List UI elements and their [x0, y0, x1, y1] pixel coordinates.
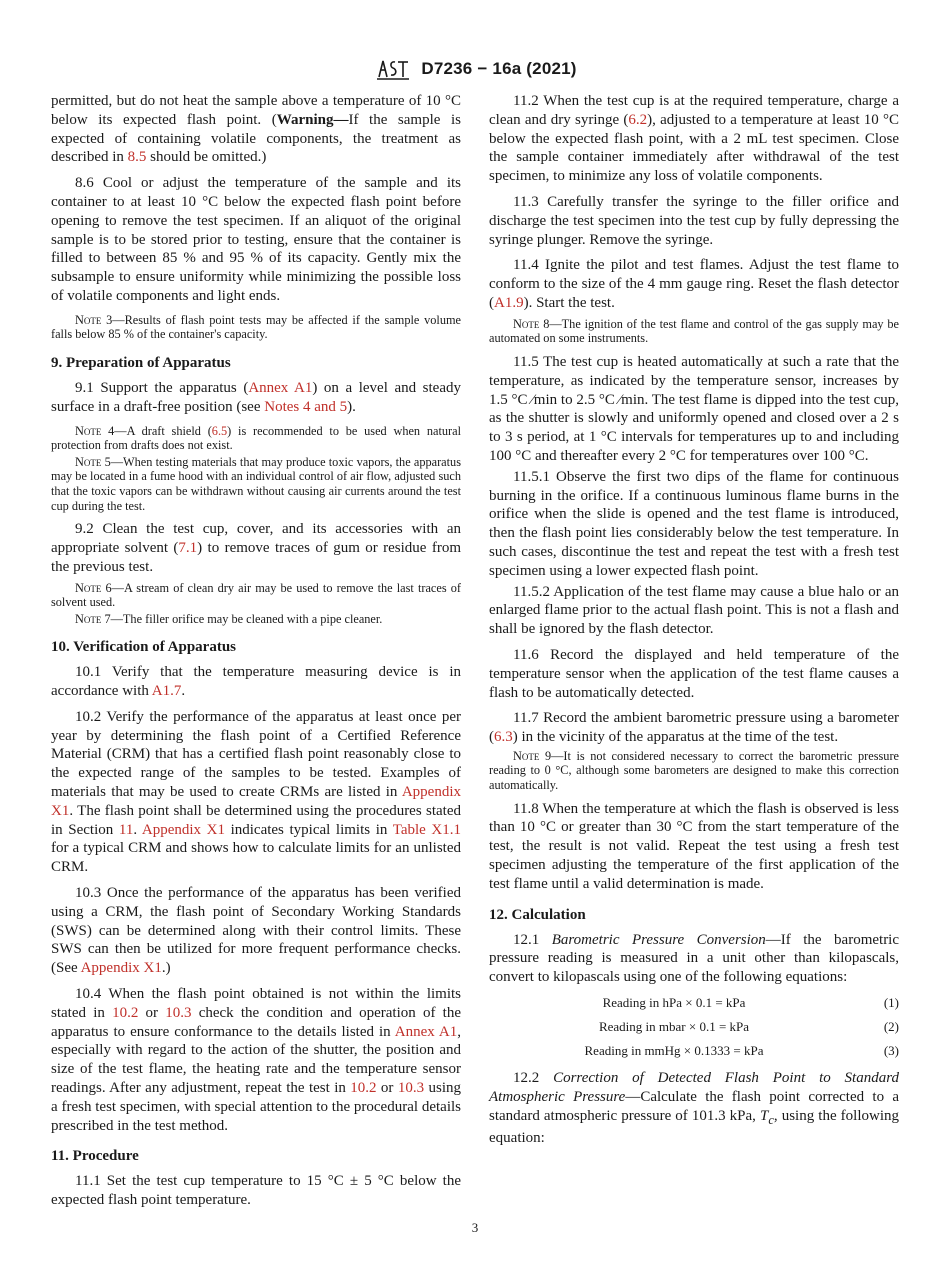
paragraph-11-1: 11.1 Set the test cup temperature to 15 °C ± 5 °C below the expected flash point temperature. [51, 1173, 461, 1209]
link-a1-9[interactable]: A1.9 [494, 294, 524, 311]
equation-3 [489, 1039, 899, 1063]
link-appendix-x1[interactable]: Appendix X1 [51, 784, 461, 819]
paragraph-10-3: 10.3 Once the performance of the apparatus has been verified using a CRM, the flash point of Secondary Working Standards (SWS) can be determined along with their control limits. These SWS can then be utilized for more frequent performance checks. (See Appendix X1.) [51, 885, 461, 977]
left-column [51, 92, 461, 1217]
paragraph-11-3: 11.3 Carefully transfer the syringe to the filler orifice and discharge the test specimen into the test cup by fully depressing the syringe plunger. Remove the syringe. [489, 193, 899, 248]
link-section-11[interactable]: 11 [118, 821, 134, 838]
standard-designation: D7236 − 16a (2021) [421, 59, 577, 78]
paragraph-12-1: 12.1 Barometric Pressure Conversion—If the barometric pressure reading is measured in a unit other than kilopascals, convert to kilopascals using one of the following equations: [489, 931, 900, 986]
link-6-3[interactable]: 6.3 [494, 729, 513, 746]
equation-2 [489, 1015, 899, 1039]
note-9: Note 9—It is not considered necessary to correct the barometric pressure reading to 0 °C, although some barometers are designed to make this correction automatically. [489, 748, 899, 793]
equation-number: (3) [883, 1043, 899, 1059]
paragraph-10-2: 10.2 Verify the performance of the apparatus at least once per year by determining the flash point of a Certified Reference Material (CRM) that has a certified flash point reasonably close to the expected range of the samples to be tested. Examples of materials that may be used to create CRMs are listed in Appendix X1. The flash point shall be determined using the procedures stated in Section 11. Appendix X1 indicates typical limits in Table X1.1 for a typical CRM and shows how to calculate limits for an unlisted CRM. [51, 708, 461, 876]
paragraph-8-5-continued: permitted, but do not heat the sample above a temperature of 10 °C below its expected flash point. (Warning—If the sample is expected of containing volatile components, the treatment as described in 8.5 should be omitted.) [51, 93, 461, 166]
paragraph-11-6: 11.6 Record the displayed and held temperature of the temperature sensor when the application of the test flame causes a flash to be automatically detected. [489, 646, 899, 701]
page-header [0, 54, 950, 84]
paragraph-10-1: 10.1 Verify that the temperature measuring device is in accordance with A1.7. [51, 664, 461, 700]
link-appendix-x1[interactable]: Appendix X1 [141, 821, 225, 838]
equation-body: Reading in hPa × 0.1 = kPa [602, 995, 746, 1011]
link-7-1[interactable]: 7.1 [178, 539, 198, 556]
paragraph-11-8: 11.8 When the temperature at which the flash is observed is less than 10 °C or greater than 30 °C from the start temperature of the test, the result is not valid. Repeat the test using a fresh test specimen adjusting the temperature of the first application of the test flame until a valid determination is made. [489, 800, 899, 892]
paragraph-12-2: 12.2 Correction of Detected Flash Point to Standard Atmospheric Pressure—Calculate the flash point corrected to a standard atmospheric pressure of 101.3 kPa, $T_c$, using the following equation: [489, 1070, 899, 1147]
link-6-2[interactable]: 6.2 [628, 111, 648, 128]
paragraph-11-5: 11.5 The test cup is heated automatically at such a rate that the temperature, as indicated by the temperature sensor, increases by 1.5 °C ⁄min to 2.5 °C ⁄min. The test flame is dipped into the test cup, as the shutter is slowly and uniformly opened and closed over a 2 s to 3 s period, at 1 °C intervals for temperatures up to and including 100 °C and thereafter every 2 °C for temperatures over 100 °C. [489, 353, 899, 464]
equation-number: (2) [883, 1019, 899, 1035]
paragraph-11-5-1: 11.5.1 Observe the first two dips of the flame for continuous burning in the orifice. If a continuous luminous flame burns in the orifice when the slide is opened and the test flame is introduced, then the flash point lies considerably below the test temperature. In such cases, discontinue the test and repeat the test with a fresh test specimen using a lower expected flash point. [489, 468, 899, 579]
note-4: Note 4—A draft shield (6.5) is recommended to be used when natural protection from drafts does not exist. [51, 423, 461, 453]
paragraph-9-2: 9.2 Clean the test cup, cover, and its accessories with an appropriate solvent (7.1) to remove traces of gum or residue from the previous test. [51, 521, 462, 575]
link-10-3[interactable]: 10.3 [397, 1080, 425, 1097]
link-8-5[interactable]: 8.5 [127, 149, 147, 166]
note-7: Note 7—The filler orifice may be cleaned with a pipe cleaner. [75, 611, 383, 626]
paragraph-9-1: 9.1 Support the apparatus (Annex A1) on a level and steady surface in a draft-free position (see Notes 4 and 5). [51, 379, 461, 415]
section-heading-9: 9. Preparation of Apparatus [51, 354, 231, 371]
page-number: 3 [471, 1220, 479, 1235]
paragraph-8-6: 8.6 Cool or adjust the temperature of the sample and its container to at least 10 °C below the expected flash point before opening to remove the test specimen. If an aliquot of the original sample is to be stored prior to testing, ensure that the container is filled to between 85 % and 95 % of its capacity. Gently mix the subsample to ensure uniformity while minimizing the possible loss of volatile components and light ends. [51, 175, 461, 304]
section-heading-10: 10. Verification of Apparatus [51, 639, 237, 656]
link-a1-7[interactable]: A1.7 [151, 683, 182, 700]
equation-body: Reading in mbar × 0.1 = kPa [598, 1019, 750, 1035]
astm-logo-icon [373, 55, 413, 83]
section-heading-12: 12. Calculation [489, 906, 586, 923]
link-notes-4-5[interactable]: Notes 4 and 5 [264, 398, 348, 415]
link-6-5[interactable]: 6.5 [211, 423, 228, 438]
right-column [489, 92, 899, 1155]
equation-body: Reading in mmHg × 0.1333 = kPa [584, 1043, 764, 1059]
link-10-2[interactable]: 10.2 [350, 1080, 377, 1097]
note-6: Note 6—A stream of clean dry air may be used to remove the last traces of solvent used. [51, 580, 461, 610]
link-10-3[interactable]: 10.3 [165, 1004, 192, 1021]
note-5: Note 5—When testing materials that may produce toxic vapors, the apparatus may be located in a fume hood with an individual control of air flow, adjusted such that the toxic vapors can be withdrawn without causing air currents around the test cup during the test. [51, 454, 461, 513]
equation-number: (1) [883, 995, 899, 1011]
link-appendix-x1[interactable]: Appendix X1 [80, 960, 162, 977]
note-8: Note 8—The ignition of the test flame and control of the gas supply may be automated on some instruments. [489, 316, 899, 346]
link-table-x1-1[interactable]: Table X1.1 [392, 821, 461, 838]
section-heading-11: 11. Procedure [51, 1148, 139, 1165]
note-3: Note 3—Results of flash point tests may be affected if the sample volume falls below 85 % of the container's capacity. [51, 312, 461, 342]
link-annex-a1[interactable]: Annex A1 [248, 379, 313, 396]
paragraph-11-7: 11.7 Record the ambient barometric pressure using a barometer (6.3) in the vicinity of the apparatus at the time of the test. [489, 710, 899, 746]
link-10-2[interactable]: 10.2 [112, 1004, 139, 1021]
paragraph-10-4: 10.4 When the flash point obtained is not within the limits stated in 10.2 or 10.3 check the condition and operation of the apparatus to ensure conformance to the details listed in Annex A1, especially with regard to the action of the shutter, the position and size of the test flame, the heating rate and the temperature sensor readings. After any adjustment, repeat the test in 10.2 or 10.3 using a fresh test specimen, with special attention to the procedural details prescribed in the test method. [51, 986, 461, 1134]
link-annex-a1[interactable]: Annex A1 [394, 1023, 458, 1040]
paragraph-11-2: 11.2 When the test cup is at the required temperature, charge a clean and dry syringe (6.2), adjusted to a temperature at least 10 °C below the expected flash point, with a 2 mL test specimen. Close the sample container immediately after withdrawal of the test specimen, to minimize any loss of volatile components. [489, 93, 900, 185]
equation-1 [489, 991, 899, 1015]
paragraph-11-5-2: 11.5.2 Application of the test flame may cause a blue halo or an enlarged flame prior to the actual flash point. This is not a flash and shall be ignored by the flash detector. [489, 583, 899, 638]
paragraph-11-4: 11.4 Ignite the pilot and test flames. Adjust the test flame to conform to the size of the 4 mm gauge ring. Reset the flash detector (A1.9). Start the test. [489, 257, 899, 311]
